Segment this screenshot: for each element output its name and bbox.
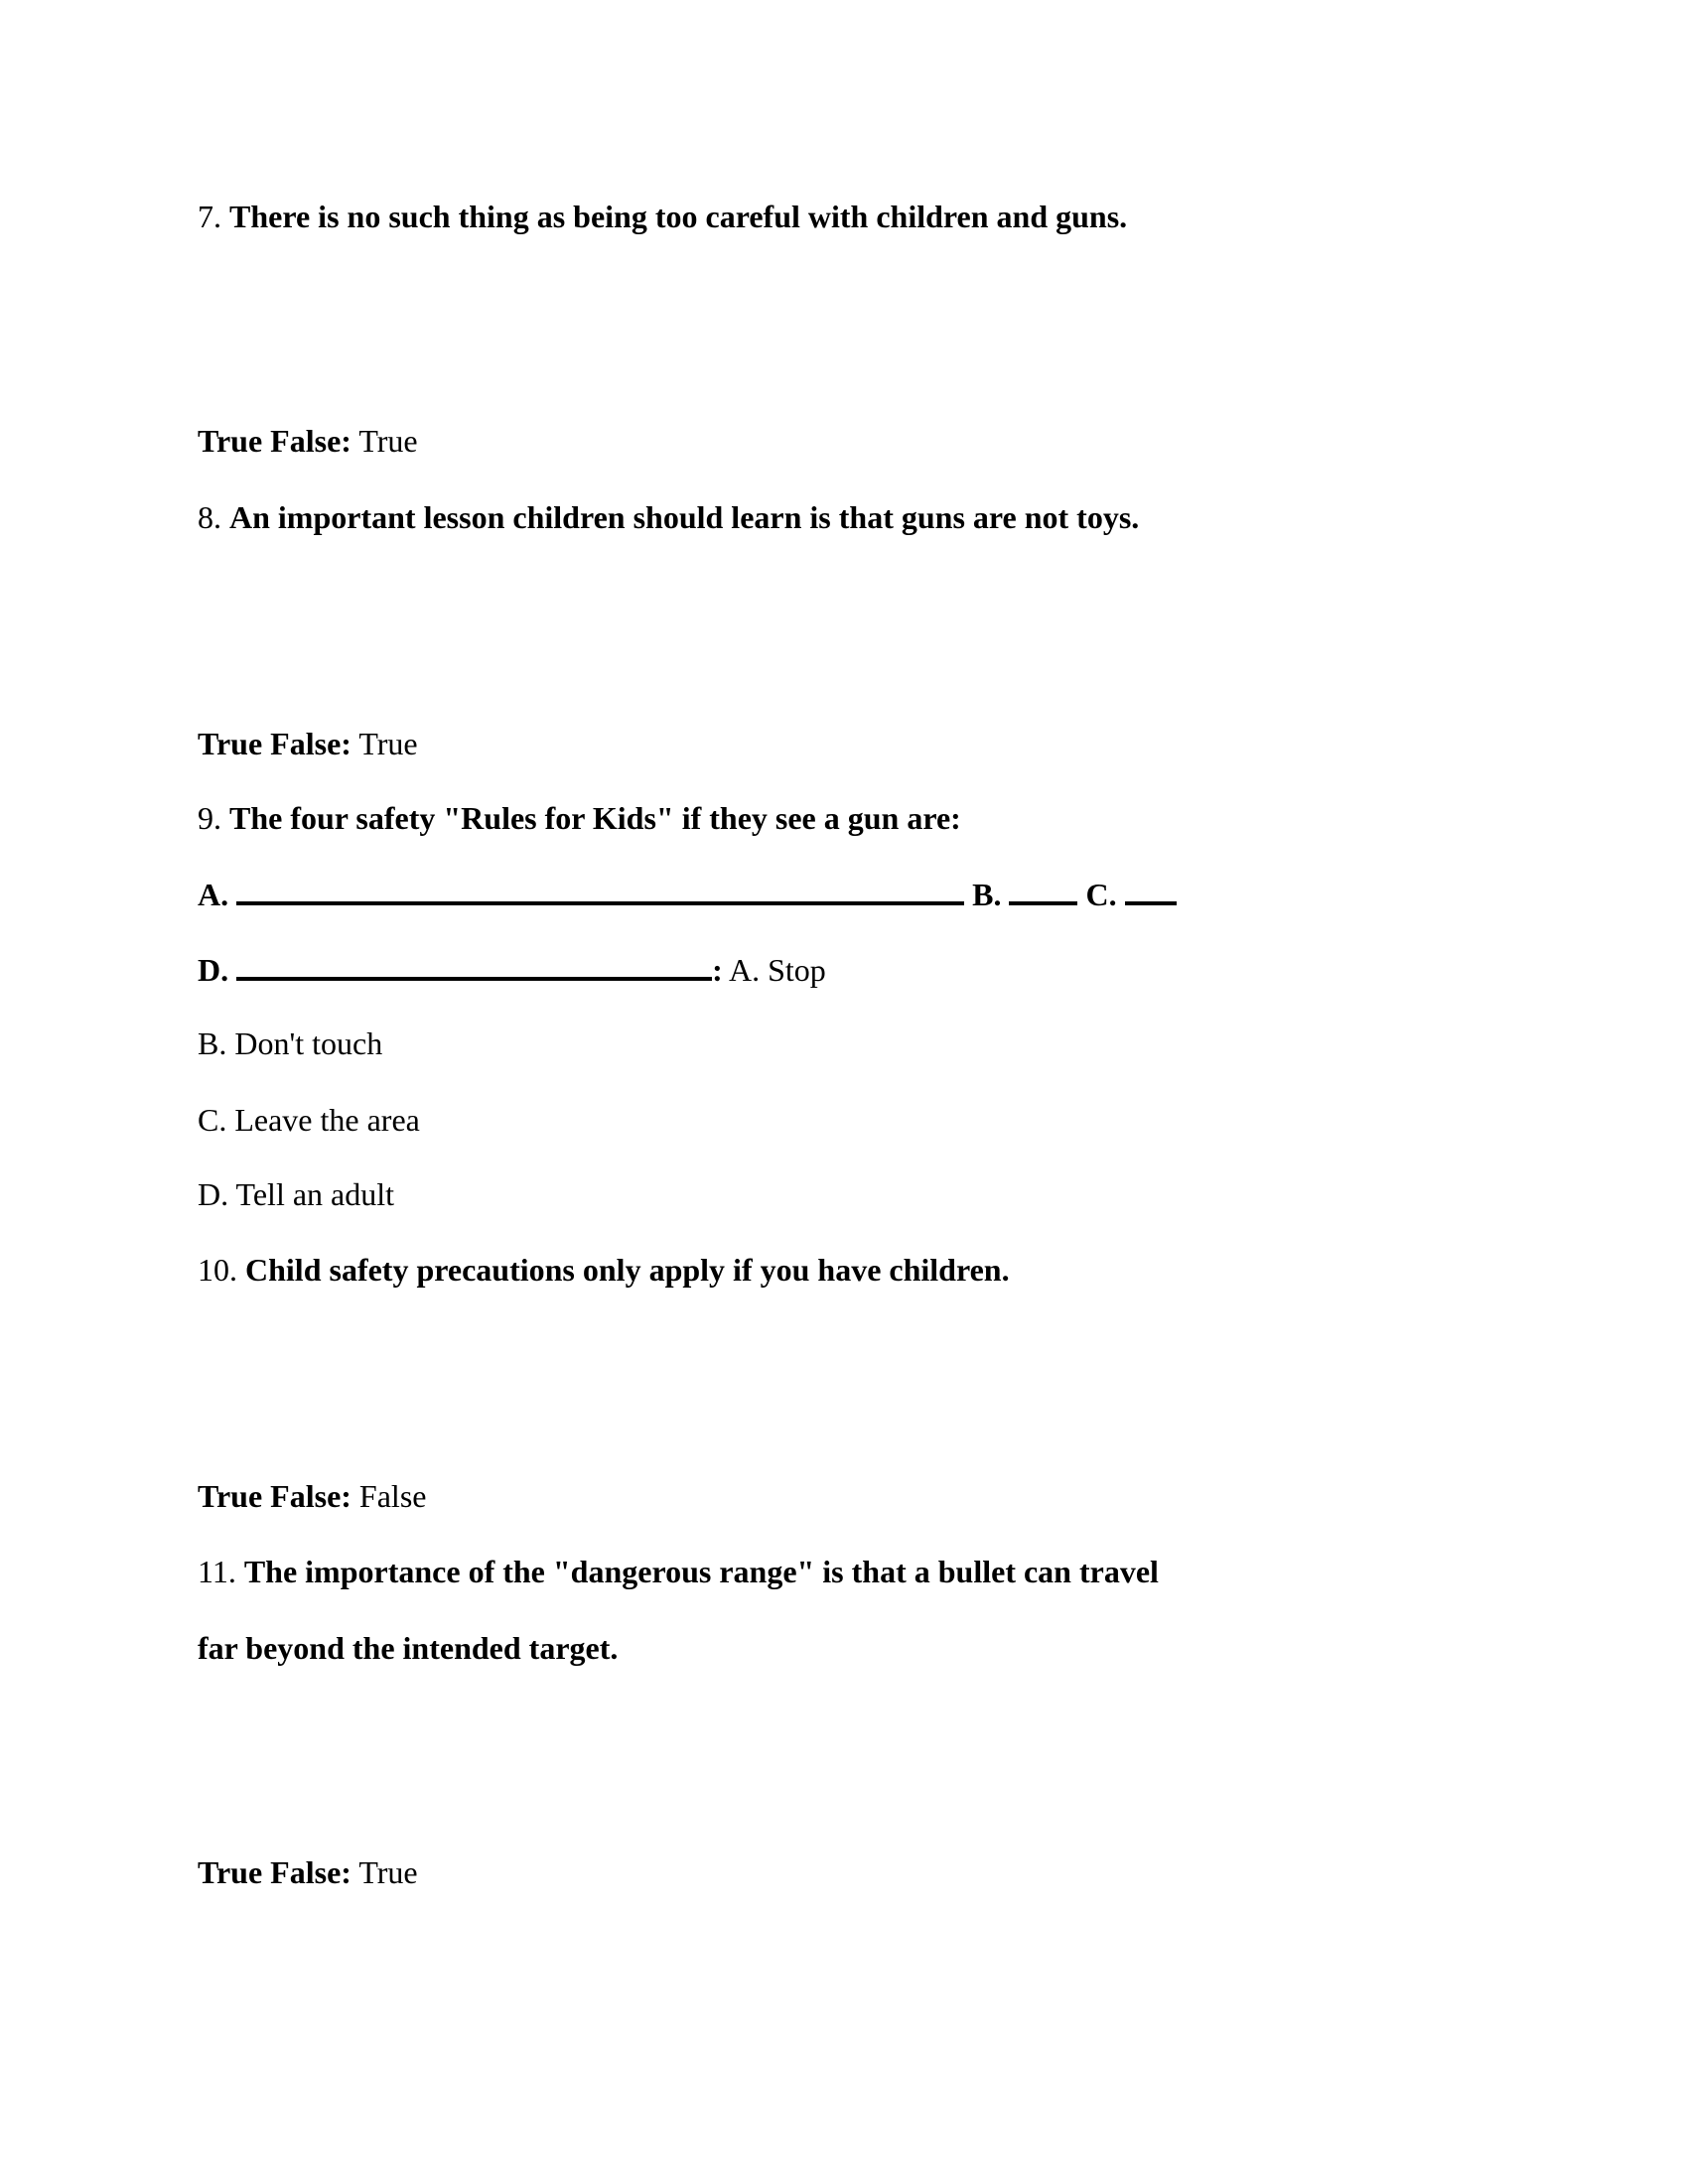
- question-number: 8.: [198, 499, 221, 535]
- answer-c: C. Leave the area: [198, 1102, 420, 1138]
- answer-d: D. Tell an adult: [198, 1176, 395, 1212]
- answer-label: True False:: [198, 726, 352, 761]
- blank-d-line: [198, 950, 826, 990]
- answer-8: [198, 724, 418, 763]
- blank-c: [1125, 876, 1177, 905]
- question-text: The four safety "Rules for Kids" if they see a gun are:: [229, 800, 961, 836]
- question-10: [198, 1250, 1010, 1290]
- answer-a: A. Stop: [729, 952, 826, 988]
- question-11-cont: [198, 1628, 618, 1668]
- blank-label-c: C.: [1085, 877, 1117, 912]
- blank-a: [236, 876, 964, 905]
- blank-d: [236, 951, 712, 981]
- blanks-abc: [198, 875, 1177, 914]
- answer-label: True False:: [198, 1478, 352, 1514]
- answer-7: [198, 421, 418, 461]
- blank-label-b: B.: [972, 877, 1002, 912]
- blank-b: [1009, 876, 1077, 905]
- answer-b: B. Don't touch: [198, 1025, 383, 1061]
- answer-label: True False:: [198, 423, 352, 459]
- question-text: An important lesson children should learn is that guns are not toys.: [229, 499, 1140, 535]
- question-text: The importance of the "dangerous range" is that a bullet can travel: [243, 1554, 1159, 1589]
- question-number: 7.: [198, 199, 221, 234]
- question-7: [198, 197, 1127, 236]
- blank-label-d: D.: [198, 952, 229, 988]
- answer-value: False: [358, 1478, 427, 1514]
- colon: :: [712, 952, 723, 988]
- question-text: There is no such thing as being too careful with children and guns.: [229, 199, 1128, 234]
- question-number: 9.: [198, 800, 221, 836]
- answer-11: [198, 1852, 418, 1892]
- question-11: [198, 1552, 1159, 1591]
- blank-label-a: A.: [198, 877, 229, 912]
- answer-label: True False:: [198, 1854, 352, 1890]
- answer-value: True: [358, 423, 418, 459]
- question-number: 10.: [198, 1252, 237, 1288]
- question-number: 11.: [198, 1554, 236, 1589]
- question-8: [198, 497, 1139, 537]
- question-9: [198, 798, 961, 838]
- answer-10: [198, 1476, 426, 1516]
- question-text: far beyond the intended target.: [198, 1630, 619, 1666]
- question-text: Child safety precautions only apply if you have children.: [245, 1252, 1010, 1288]
- answer-value: True: [358, 1854, 418, 1890]
- answer-value: True: [358, 726, 418, 761]
